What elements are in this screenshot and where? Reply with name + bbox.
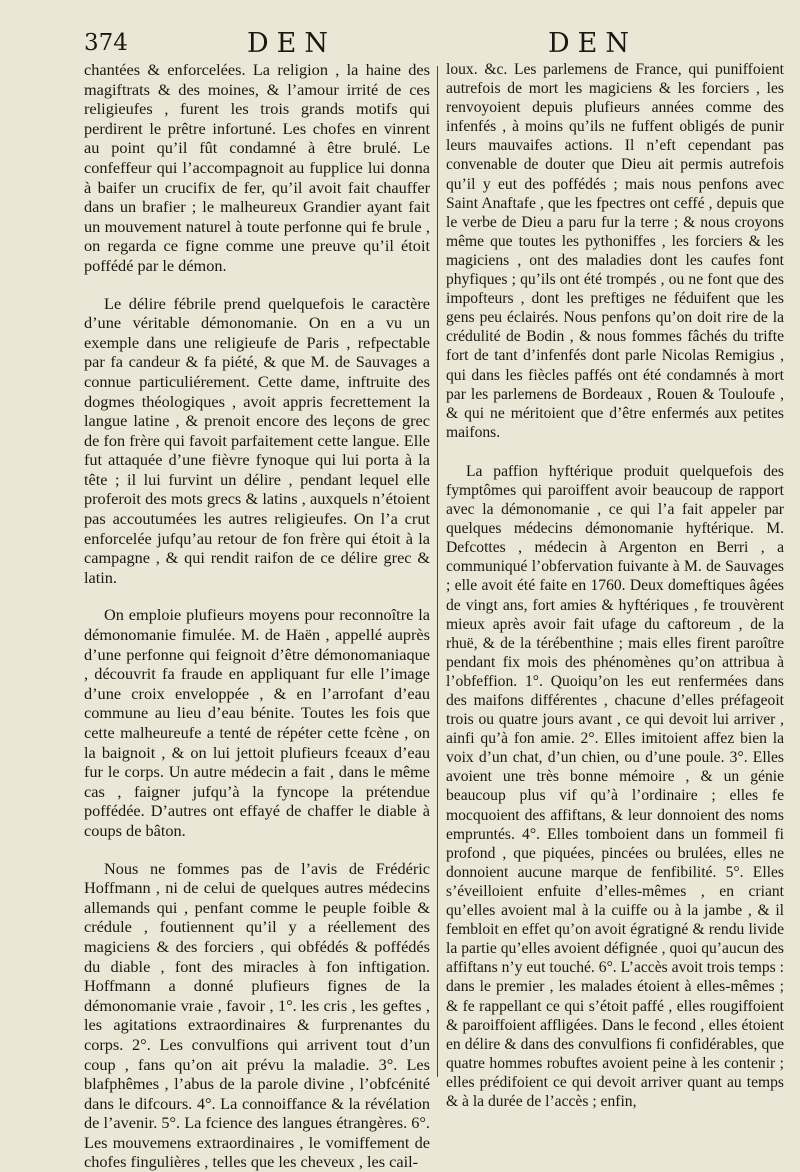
page-header (0, 28, 800, 62)
running-head-right: DEN (548, 28, 637, 59)
paragraph: loux. &c. Les parlemens de France, qui puniffoient autrefois de mort les magiciens & les forciers , les renvoyoient depuis plufieurs années comme des infenfés , à moins qu’ils ne fuffent obligés de punir leurs mauvaifes actions. Il n’eft cependant pas convenable de douter que Dieu ait permis autrefois qu’il y eut des poffédés ; mais nous penfons avec Saint Anaftafe , que les fpectres ont ceffé , depuis que le verbe de Dieu a paru fur la terre ; & nous croyons même que toutes les pythoniffes , les forciers & les magiciens , ont des maladies dont les caufes font phyfiques ; qu’ils ont été trompés , ou ne font que des impofteurs , dont les preftiges ne féduifent que les gens peu éclairés. Nous penfons qu’on doit rire de la crédulité de Bodin , & nous fommes fâchés du trifte fort de tant d’infenfés dont parle Nicolas Remigius , qui dans les fiècles paffés ont été condamnés à mort par les parlemens de Bordeaux , Rouen & Touloufe , & qui ne méritoient que d’être enfermés aux petites maifons. (446, 61, 784, 441)
left-column (84, 60, 430, 1172)
page-number: 374 (84, 30, 128, 56)
right-column (446, 60, 784, 1110)
paragraph: La paffion hyftérique produit quelquefois des fymptômes qui paroiffent avoir beaucoup de rapport avec la démonomanie , ce qui l’a fait appeler par quelques médecins démonomanie hyftérique. M. Defcottes , médecin à Argenton en Berri , a communiqué l’obfervation fuivante à M. de Sauvages ; elle avoit été faite en 1760. Deux domeftiques âgées de vingt ans, fort amies & hyftériques , fe trouvèrent mieux après avoir fait ufage du caftoreum , de la rhuë, & de la térébenthine ; mais elles firent paroître pendant fix mois des phénomènes qu’on attribua à l’obfeffion. 1°. Quoiqu’on les eut renfermées dans des maifons différentes , chacune d’elles préfageoit trois ou quatre jours avant , ce qui devoit lui arriver , ainfi qu’à fon amie. 2°. Elles imitoient affez bien la voix d’un chat, d’un chien, ou d’une poule. 3°. Elles avoient une très bonne mémoire , & un génie beaucoup plus vif qu’à l’ordinaire ; elles fe mocquoient des affiftans, & leur donnoient des noms empruntés. 4°. Elles tomboient dans un fommeil fi profond , que piquées, pincées ou brulées, elles ne donnoient aucune marque de fenfibilité. 5°. Elles s’éveilloient enfuite d’elles-mêmes , en criant qu’elles avoient mal à la cuiffe ou à la jambe , & il fembloit en effet qu’on avoit égratigné & rendu livide la partie qu’elles avoient défignée , quoi qu’aucun des affiftans n’y eut touché. 6°. L’accès avoit trois temps : dans le premier , les malades étoient à elles-mêmes ; & fe rappellant ce qui s’étoit paffé , elles rougiffoient & paroiffoient affligées. Dans le fecond , elles étoient en délire & dans des convulfions fi confidérables, que quatre hommes robuftes avoient peine à les contenir ; elles prédifoient ce qui devoit arriver quant au temps & à la durée de l’accès ; enfin, (446, 462, 784, 1110)
column-divider (437, 66, 438, 1077)
paragraph: On emploie plufieurs moyens pour reconnoître la démonomanie fimulée. M. de Haën , appellé auprès d’une perfonne qui feignoit d’être démonomaniaque , découvrit fa fraude en appliquant fur elle l’image d’une croix enveloppée , & en l’arrofant d’eau commune au lieu d’eau bénite. Toutes les fois que cette malheureufe a tenté de répéter cette fcène , on la baignoit , & on lui jettoit plufieurs fceaux d’eau fur le corps. Un autre médecin a fait , dans le même cas , faigner jufqu’à la fyncope la prétendue poffédée. D’autres ont effayé de chaffer le diable à coups de bâton. (84, 605, 430, 840)
paragraph: Le délire fébrile prend quelquefois le caractère d’une véritable démonomanie. On en a vu un exemple dans une religieufe de Paris , refpectable par fa candeur & fa piété, & que M. de Sauvages a connue particuliérement. Cette dame, inftruite des dogmes théologiques , avoit appris fecrettement la langue latine , & prenoit encore des leçons de grec de fon frère qui favoit parfaitement cette langue. Elle fut attaquée d’une fièvre fynoque qui lui porta à la tête ; il lui furvint un délire , pendant lequel elle proferoit des mots grecs & latins , auxquels n’étoient pas accoutumées les autres religieufes. On l’a crut enforcelée jufqu’au retour de fon frère qui étoit à la campagne , & qui rendit raifon de ce délire grec & latin. (84, 293, 430, 587)
paragraph: chantées & enforcelées. La religion , la haine des magiftrats & des moines, & l’amour irrité de ces religieufes , furent les trois grands motifs qui perdirent le prêtre infortuné. Les chofes en vinrent au point qu’il fût condamné à être brulé. Le confeffeur qui l’accompagnoit au fupplice lui donna à baifer un crucifix de fer, qu’il avoit fait chauffer dans un brafier ; le malheureux Grandier ayant fait un mouvement naturel à toute perfonne qui fe brule , on regarda ce figne comme une preuve qu’il étoit poffédé par le démon. (84, 60, 430, 275)
running-head-left: DEN (247, 28, 336, 59)
paragraph: Nous ne fommes pas de l’avis de Frédéric Hoffmann , ni de celui de quelques autres médecins allemands qui , penfant comme le peuple foible & crédule , foutiennent qu’il y a réellement des magiciens & des forciers , qui obfédés & poffédés du diable , font des miracles à fon inftigation. Hoffmann a donné plufieurs fignes de la démonomanie vraie , favoir , 1°. les cris , les geftes , les agitations extraordinaires & furprenantes du corps. 2°. Les convulfions qui arrivent tout d’un coup , fans qu’on ait prévu la maladie. 3°. Les blafphêmes , l’abus de la parole divine , l’obfcénité dans le difcours. 4°. La connoiffance & la révélation de l’avenir. 5°. La fcience des langues étrangères. 6°. Les mouvemens extraordinaires , le vomiffement de chofes fingulières , telles que les cheveux , les cail- (84, 858, 430, 1172)
